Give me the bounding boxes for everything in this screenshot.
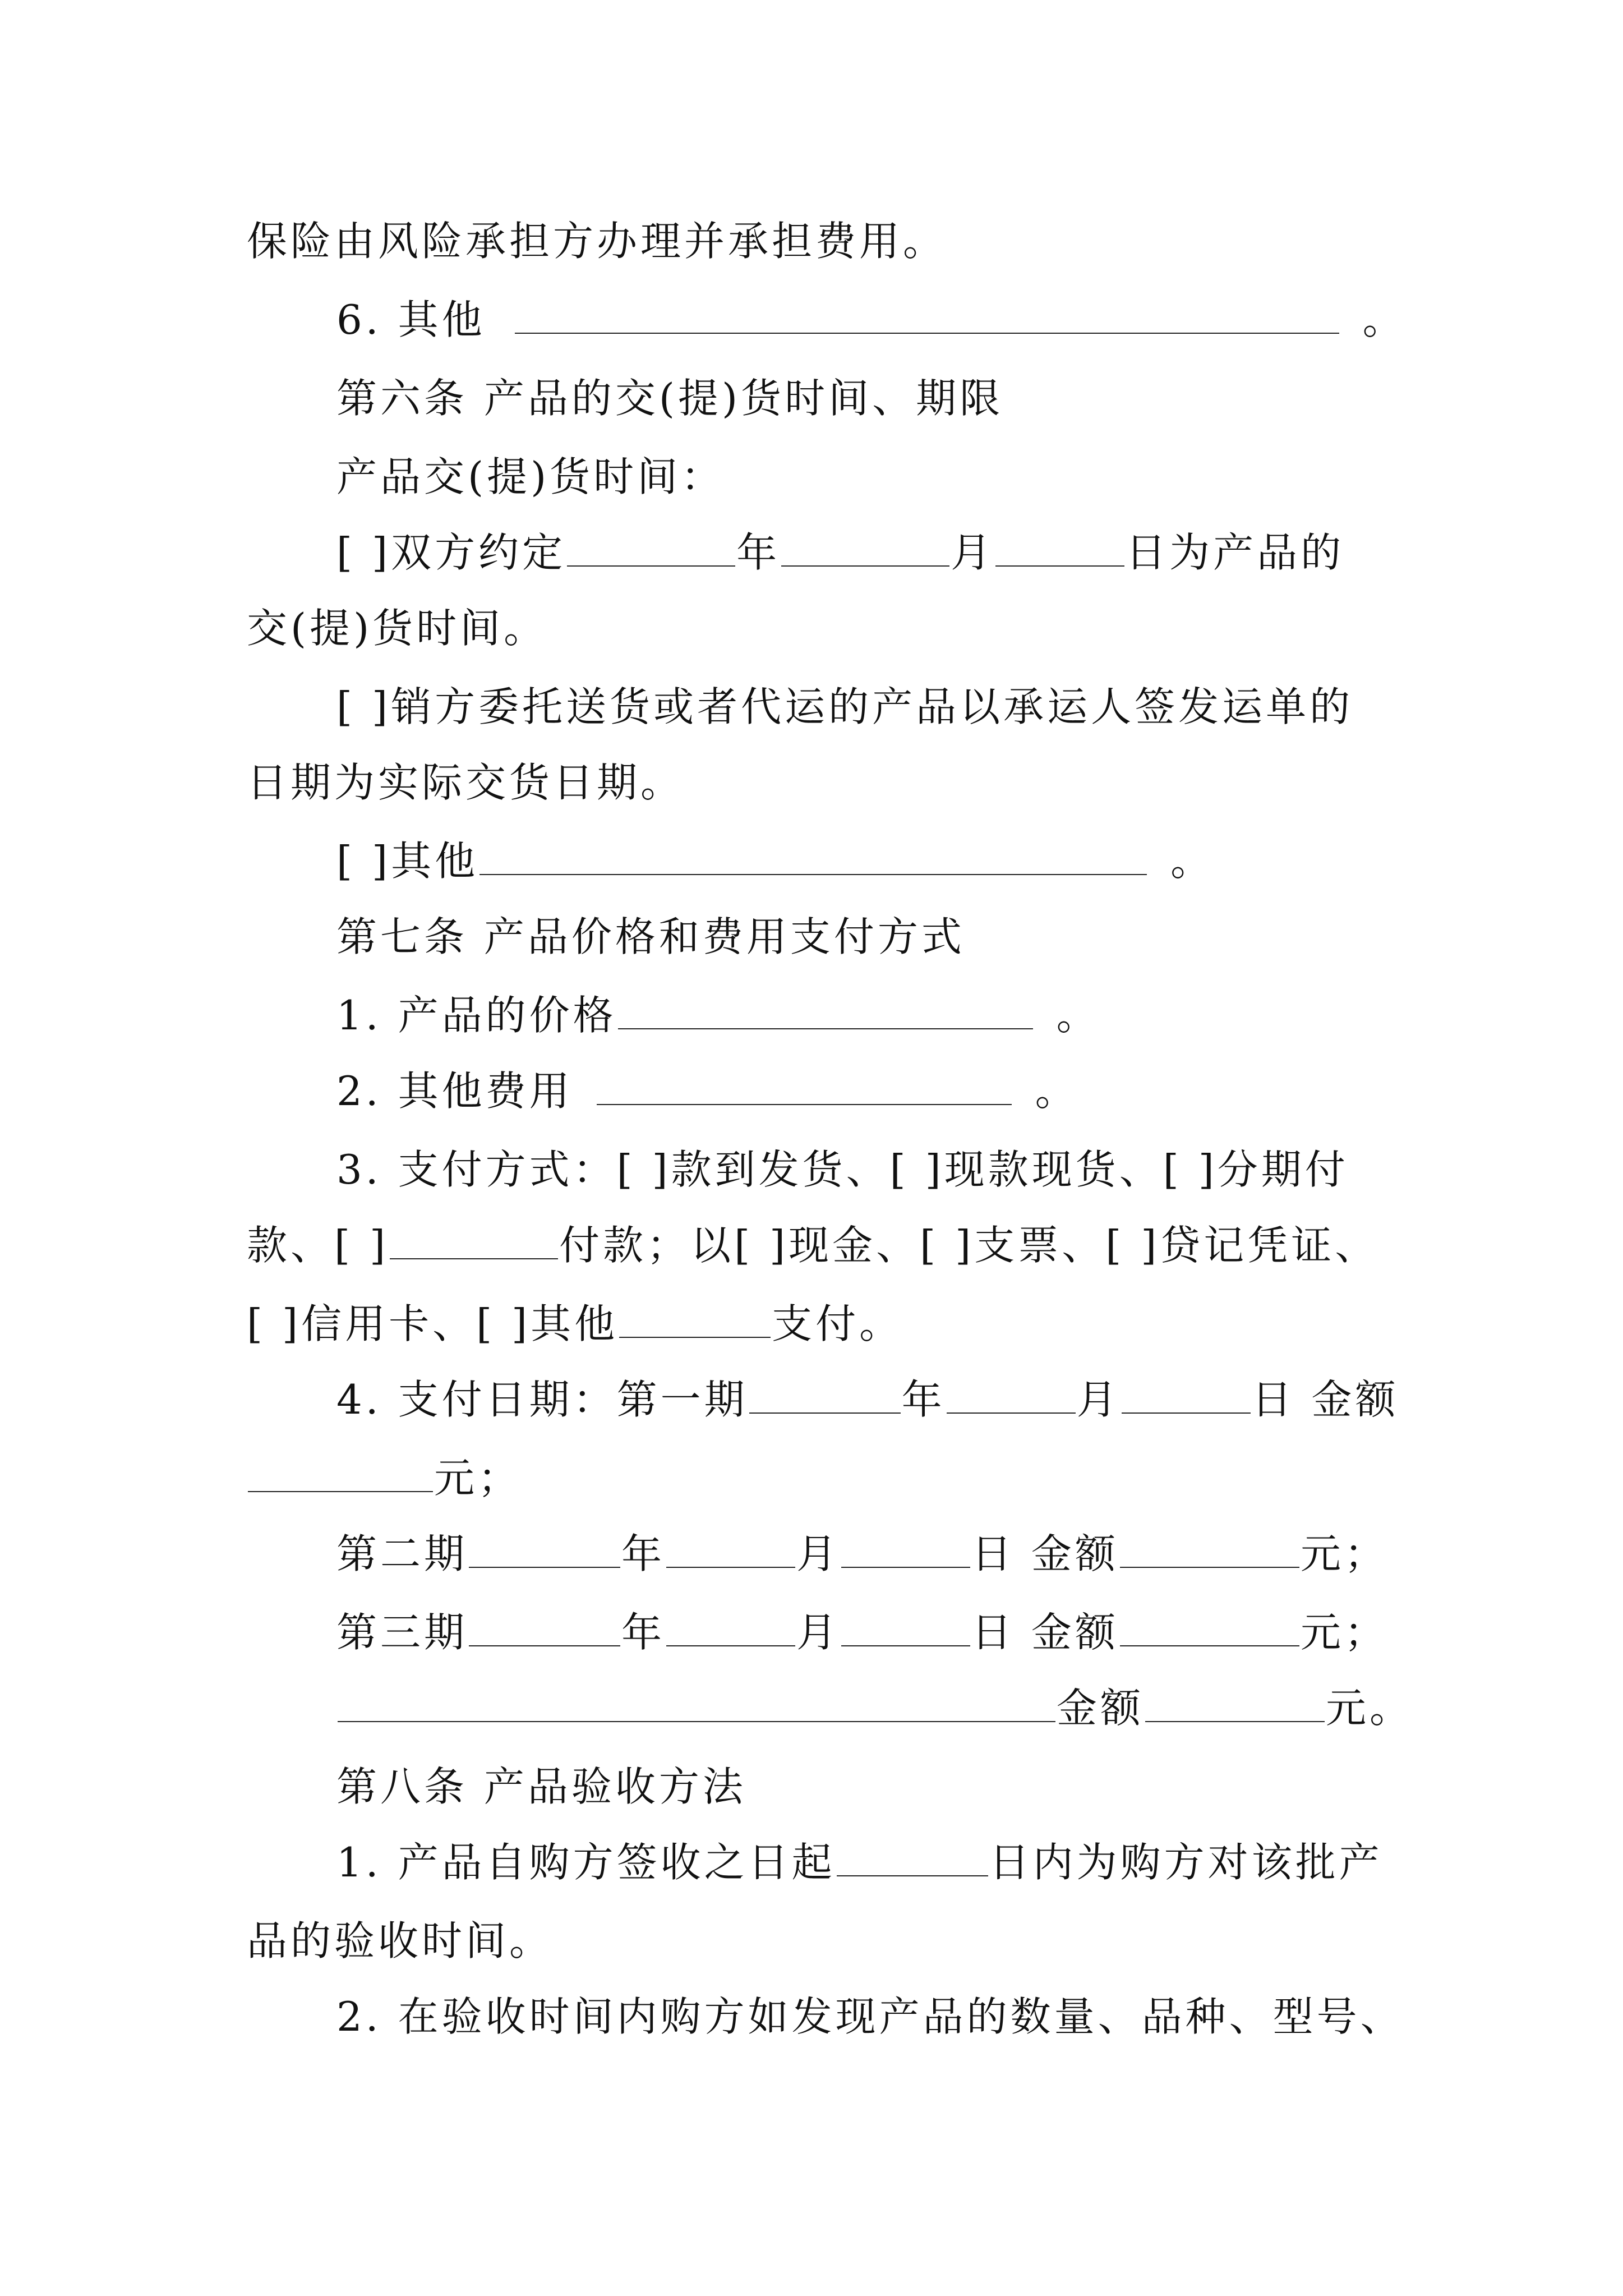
text: 。 <box>1170 838 1215 885</box>
section-heading <box>336 370 1003 426</box>
text: 款、[ ] <box>247 1222 389 1269</box>
text: 4. 支付日期：第一期 <box>336 1376 748 1423</box>
text: 产品交(提)货时间： <box>336 453 725 500</box>
fill-in-blank <box>841 1605 970 1646</box>
text: 日为产品的 <box>1126 529 1345 576</box>
text: 元； <box>434 1455 522 1502</box>
text: 6. 其他 <box>336 296 486 343</box>
section-heading <box>336 909 965 965</box>
text: 保险由风险承担方办理并承担费用。 <box>247 218 947 265</box>
text: 。 <box>1362 296 1407 343</box>
paragraph-line <box>336 449 725 505</box>
fill-in-blank <box>841 1526 970 1568</box>
fill-in-blank <box>567 525 735 567</box>
paragraph-line <box>336 1989 1404 2045</box>
fill-in-blank <box>749 1372 901 1414</box>
paragraph-line <box>247 754 684 811</box>
text: 交(提)货时间。 <box>247 605 548 652</box>
text: 第六条 产品的交(提)货时间、期限 <box>336 375 1004 422</box>
text: 元； <box>1300 1530 1388 1577</box>
paragraph-line <box>336 1526 1388 1582</box>
fill-in-blank <box>995 525 1124 567</box>
fill-in-blank <box>666 1526 795 1568</box>
text: 月 <box>1076 1376 1121 1423</box>
text: 第七条 产品价格和费用支付方式 <box>336 913 965 960</box>
fill-in-blank <box>837 1835 988 1876</box>
text: 2. 在验收时间内购方如发现产品的数量、品种、型号、 <box>336 1993 1404 2040</box>
paragraph-line <box>336 1604 1388 1660</box>
text: 年 <box>621 1609 666 1656</box>
section-heading <box>336 1759 746 1815</box>
fill-in-blank <box>619 1296 771 1338</box>
fill-in-blank <box>1120 1605 1299 1646</box>
text: 2. 其他费用 <box>336 1068 573 1115</box>
text: [ ]其他 <box>336 838 479 885</box>
paragraph-line <box>336 1680 1413 1736</box>
paragraph-line <box>336 524 1344 581</box>
fill-in-blank <box>1122 1372 1251 1414</box>
text: 第八条 产品验收方法 <box>336 1763 746 1810</box>
fill-in-blank <box>1145 1681 1325 1722</box>
text: 3. 支付方式：[ ]款到发货、[ ]现款现货、[ ]分期付 <box>336 1146 1349 1193</box>
paragraph-line <box>336 1834 1383 1890</box>
text: 年 <box>736 529 781 576</box>
fill-in-blank <box>618 988 1033 1029</box>
text: 1. 产品自购方签收之日起 <box>336 1839 836 1886</box>
paragraph-line <box>247 1217 1378 1273</box>
text: 。 <box>1056 992 1100 1039</box>
paragraph-line <box>247 1296 903 1352</box>
fill-in-blank <box>248 1451 433 1492</box>
text: 月 <box>796 1609 841 1656</box>
text: 日期为实际交货日期。 <box>247 759 685 806</box>
text: 元； <box>1300 1609 1388 1656</box>
paragraph-line <box>247 213 947 269</box>
fill-in-blank <box>515 292 1339 334</box>
text: 品的验收时间。 <box>247 1917 554 1964</box>
text: 月 <box>951 529 995 576</box>
text: 日 金额 <box>971 1530 1119 1577</box>
paragraph-line <box>336 1142 1349 1198</box>
paragraph-line <box>336 987 1100 1043</box>
fill-in-blank <box>1120 1526 1299 1568</box>
fill-in-blank <box>338 1681 1055 1722</box>
text: 1. 产品的价格 <box>336 992 617 1039</box>
text: [ ]销方委托送货或者代运的产品以承运人签发运单的 <box>336 683 1354 730</box>
paragraph-line <box>336 833 1214 889</box>
paragraph-line <box>336 1063 1079 1119</box>
text: 金额 <box>1057 1685 1145 1732</box>
fill-in-blank <box>469 1605 620 1646</box>
text: [ ]信用卡、[ ]其他 <box>247 1300 619 1347</box>
text: [ ]双方约定 <box>336 529 566 576</box>
text: 元。 <box>1326 1685 1414 1732</box>
text: 支付。 <box>772 1300 903 1347</box>
fill-in-blank <box>597 1064 1012 1105</box>
paragraph-line <box>336 292 1407 348</box>
text: 月 <box>796 1530 841 1577</box>
paragraph-line <box>336 1372 1399 1428</box>
text: 第三期 <box>336 1609 468 1656</box>
text: 日内为购方对该批产 <box>989 1839 1383 1886</box>
text: 付款；以[ ]现金、[ ]支票、[ ]贷记凭证、 <box>559 1222 1379 1269</box>
fill-in-blank <box>469 1526 620 1568</box>
fill-in-blank <box>666 1605 795 1646</box>
text: 年 <box>621 1530 666 1577</box>
fill-in-blank <box>781 525 949 567</box>
paragraph-line <box>247 1913 553 1969</box>
text: 第二期 <box>336 1530 468 1577</box>
text: 日 金额 <box>1251 1376 1399 1423</box>
fill-in-blank <box>390 1218 558 1259</box>
paragraph-line <box>247 1450 522 1506</box>
paragraph-line <box>336 679 1353 735</box>
fill-in-blank <box>479 834 1147 875</box>
text: 日 金额 <box>971 1609 1119 1656</box>
text: 年 <box>901 1376 946 1423</box>
fill-in-blank <box>947 1372 1076 1414</box>
paragraph-line <box>247 600 547 656</box>
text: 。 <box>1035 1068 1079 1115</box>
